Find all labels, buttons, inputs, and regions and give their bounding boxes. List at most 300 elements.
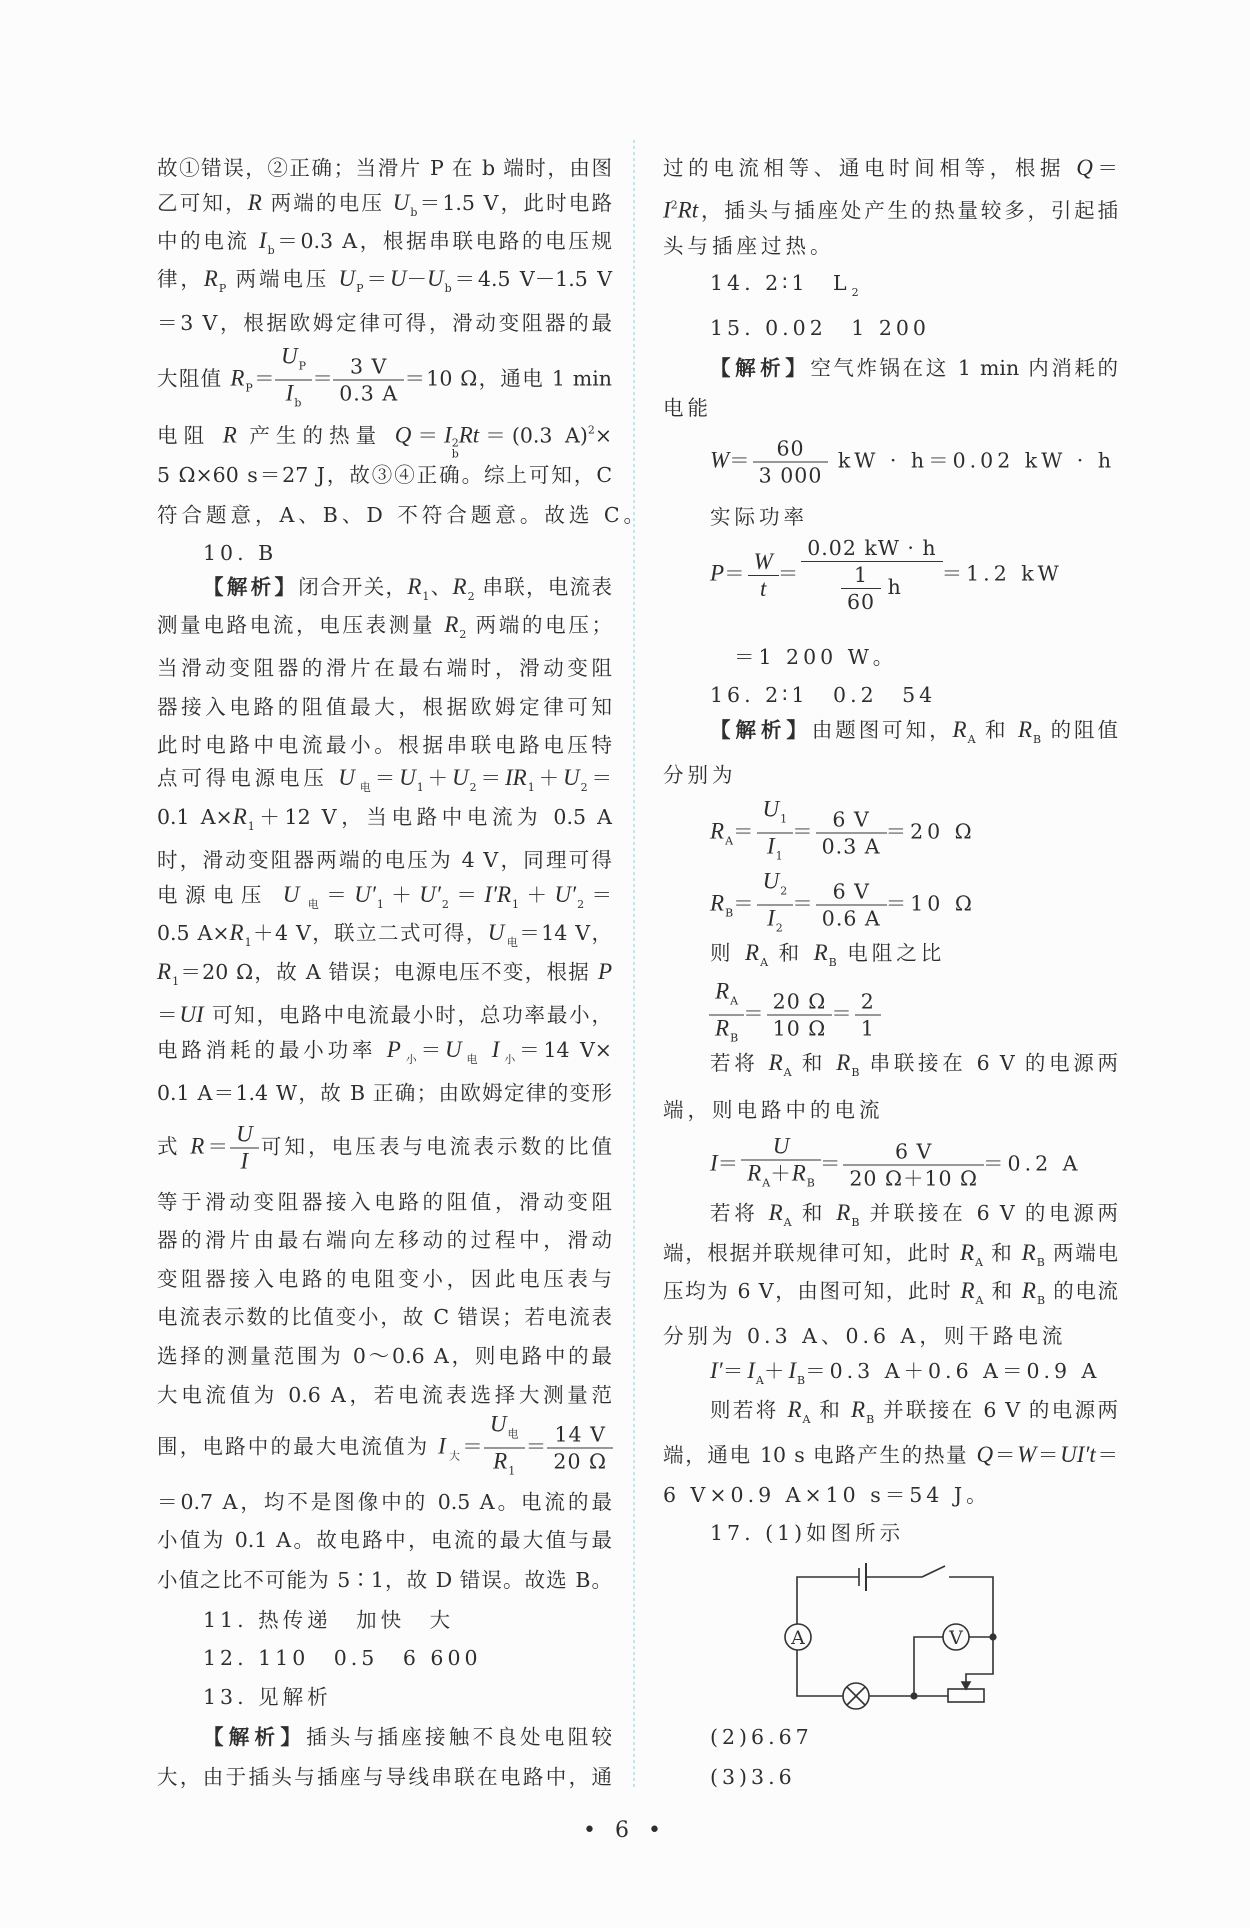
- left-text-line: [157, 1122, 612, 1175]
- math-symbol: U: [389, 266, 407, 291]
- math-symbol: Rt: [458, 422, 480, 448]
- subscript: 2: [775, 921, 783, 935]
- denominator: [770, 1016, 830, 1042]
- denominator: [238, 1149, 252, 1175]
- math-symbol: R: [247, 190, 262, 215]
- right-text-line: [710, 979, 880, 1052]
- math-symbol: U: [392, 190, 410, 215]
- subscript: 电: [300, 898, 327, 911]
- right-text-line: [734, 637, 897, 677]
- math-symbol: U: [762, 868, 780, 894]
- text: 可知，电压表与电流表示数的比值: [257, 1134, 613, 1159]
- text: ＝3 V，根据欧姆定律可得，滑动变阻器的最: [157, 311, 612, 335]
- text: ＋: [534, 766, 563, 790]
- text: 和: [791, 1201, 837, 1225]
- math-symbol: W: [1017, 1442, 1037, 1467]
- math-symbol: R: [444, 612, 459, 637]
- text: 插头与插座接触不良处电阻较: [306, 1725, 612, 1749]
- subscript: 小: [401, 1053, 421, 1066]
- math-symbol: R: [1021, 1240, 1036, 1265]
- text: 6 V: [832, 879, 870, 904]
- wire: [797, 1650, 843, 1696]
- math-symbol: IR: [504, 765, 527, 790]
- analysis-label: 【解析】: [710, 718, 812, 742]
- text: 分别为: [663, 763, 737, 787]
- subscript: 电: [355, 781, 375, 794]
- math-symbol: UI: [179, 1002, 204, 1027]
- math-symbol: I: [491, 1037, 500, 1062]
- math-symbol: R: [157, 959, 172, 984]
- text: 律，: [157, 267, 204, 291]
- math-symbol: R: [230, 365, 245, 391]
- right-text-line: [710, 535, 1063, 615]
- text: ＝: [523, 1434, 549, 1459]
- text: 两端电压: [226, 267, 339, 291]
- superscript: 2: [451, 436, 459, 450]
- text: 6 V: [832, 807, 870, 832]
- math-symbol: U′: [419, 882, 441, 907]
- numerator: [709, 979, 744, 1016]
- text: 等于滑动变阻器接入电路的阻值，滑动变阻: [157, 1190, 612, 1214]
- text: 测量电路电流，电压表测量: [157, 613, 445, 637]
- text: 和: [768, 941, 814, 965]
- subscript: B: [1036, 1294, 1046, 1307]
- right-text-line: [710, 1390, 1118, 1440]
- math-symbol: R: [787, 1397, 802, 1422]
- text: 0.02 kW · h: [807, 536, 937, 560]
- text: ＝: [311, 366, 335, 391]
- math-symbol: R: [1017, 717, 1033, 742]
- text: 压均为 6 V，由图可知，此时: [663, 1279, 961, 1303]
- text: ＝: [1092, 156, 1119, 180]
- subscript: 1: [247, 820, 255, 833]
- math-symbol: I: [438, 1433, 446, 1459]
- math-symbol: P: [597, 959, 612, 984]
- text: ＝: [587, 766, 613, 790]
- left-text-line: [157, 1482, 612, 1522]
- text: 变阻器接入电路的电阻变小，因此电压表与: [157, 1267, 612, 1291]
- text: 1: [854, 563, 869, 587]
- fraction: [756, 436, 826, 489]
- fraction: [751, 549, 776, 602]
- voltmeter-label: V: [949, 1627, 963, 1649]
- left-text-line: [157, 1560, 612, 1600]
- text: 串联接在 6 V 的电源两: [859, 1051, 1118, 1075]
- text: ＝10 Ω: [885, 891, 976, 916]
- numerator: [333, 354, 404, 381]
- text: 端，通电 10 s 电路产生的热量: [663, 1443, 977, 1467]
- math-symbol: I: [767, 905, 775, 931]
- text: ＝1.2 kW: [941, 561, 1063, 586]
- text: kW · h＝0.02 kW · h: [827, 448, 1116, 473]
- fraction: [760, 869, 791, 942]
- left-text-line: [157, 303, 612, 343]
- text: 当滑动变阻器的滑片在最右端时，滑动变阻: [157, 656, 612, 680]
- math-symbol: I: [258, 228, 267, 253]
- text: 大电流值为 0.6 A，若电流表选择大测量范: [157, 1383, 612, 1407]
- text: ＝(0.3 A): [479, 423, 588, 448]
- text: 1: [860, 1016, 875, 1041]
- math-symbol: U: [338, 765, 355, 790]
- subscript: P: [298, 359, 307, 373]
- math-symbol: I: [444, 422, 452, 448]
- subscript: B: [1033, 733, 1042, 746]
- text: 电阻: [157, 423, 223, 448]
- subscript: A: [755, 1374, 764, 1387]
- denominator: [550, 1449, 610, 1475]
- wire: [914, 1637, 943, 1696]
- left-text-line: [157, 411, 612, 460]
- fraction: [844, 562, 878, 615]
- text: ＝: [1036, 1443, 1061, 1467]
- subscript: 1: [780, 812, 788, 826]
- ammeter-symbol: [785, 1624, 811, 1650]
- text: ＝: [363, 267, 390, 291]
- text: 分别为 0.3 A、0.6 A，则干路电流: [663, 1324, 1067, 1348]
- math-symbol: R: [203, 266, 218, 291]
- subscript: B: [851, 1066, 860, 1079]
- math-symbol: I: [747, 1358, 755, 1383]
- left-text-line: [203, 1638, 482, 1678]
- subscript: b: [451, 447, 459, 461]
- text: 器的滑片由最右端向左移动的过程中，滑动: [157, 1228, 612, 1252]
- left-text-line: [157, 148, 612, 188]
- numerator: [843, 1139, 984, 1166]
- text: 由题图可知，: [811, 718, 953, 742]
- subscript: 1: [527, 781, 535, 794]
- left-text-line: [157, 455, 612, 495]
- numerator: [757, 869, 794, 906]
- text: ＋: [763, 1359, 789, 1383]
- text: ＝: [462, 1434, 485, 1459]
- denominator: [764, 834, 786, 870]
- math-symbol: R: [747, 1160, 762, 1186]
- subscript: 1: [244, 936, 252, 949]
- right-text-line: [663, 1435, 1118, 1475]
- text: 20 Ω＋10 Ω: [849, 1166, 979, 1191]
- lamp-cross: [847, 1687, 865, 1705]
- right-text-line: [710, 1513, 904, 1553]
- left-text-line: [203, 1717, 612, 1757]
- text: 此时电路中电流最小。根据串联电路电压特: [157, 733, 612, 757]
- text: 选择的测量范围为 0～0.6 A，则电路中的最: [157, 1344, 612, 1368]
- right-text-line: [710, 497, 808, 537]
- subscript: A: [725, 834, 734, 848]
- text: ＝: [411, 423, 445, 448]
- text: ＝: [717, 1151, 743, 1176]
- text: ＝: [476, 766, 505, 790]
- math-symbol: R: [959, 1240, 975, 1265]
- denominator: [744, 1161, 818, 1197]
- text: 式: [157, 1134, 191, 1159]
- left-text-line: [157, 1757, 612, 1797]
- circuit-diagram: [785, 1563, 996, 1709]
- text: 和: [810, 1398, 852, 1422]
- math-symbol: R: [791, 1160, 806, 1186]
- fraction: [712, 979, 741, 1052]
- math-symbol: U: [444, 1037, 462, 1062]
- left-text-line: [157, 495, 648, 535]
- text: ＝: [733, 819, 758, 844]
- left-text-line: [157, 1220, 612, 1260]
- numerator: [767, 989, 833, 1016]
- text: 产生的热量: [236, 423, 395, 448]
- text: 0.5 A×: [157, 921, 230, 945]
- right-text-line: [710, 263, 859, 313]
- numerator: [757, 797, 794, 834]
- left-text-line: [157, 1336, 612, 1376]
- left-text-line: [157, 344, 612, 417]
- text: ＋4 V，联立二式可得，: [251, 921, 488, 945]
- math-symbol: R: [229, 920, 244, 945]
- numerator: [753, 436, 829, 463]
- subscript: 大: [446, 1449, 463, 1463]
- math-symbol: U: [426, 266, 444, 291]
- text: ＝: [157, 1003, 180, 1027]
- text: ＝14 V，: [519, 921, 613, 945]
- numerator: [841, 562, 881, 589]
- text: ＝: [374, 766, 400, 790]
- text: ＝: [420, 1038, 445, 1062]
- text: 14 V: [554, 1422, 606, 1447]
- math-symbol: W: [753, 548, 773, 574]
- text: 时，滑动变阻器两端的电压为 4 V，同理可得: [157, 848, 612, 872]
- math-symbol: I: [766, 833, 775, 859]
- fraction: [858, 989, 878, 1042]
- subscript: B: [725, 906, 734, 920]
- math-symbol: U: [487, 920, 505, 945]
- subscript: 1: [376, 898, 384, 911]
- math-symbol: R: [710, 818, 725, 844]
- subscript: 1: [508, 1464, 516, 1478]
- denominator: [844, 589, 878, 615]
- text: ＝20 Ω，故 A 错误；电源电压不变，根据: [179, 960, 598, 984]
- text: ＋: [383, 883, 420, 907]
- math-symbol: R: [715, 1015, 730, 1041]
- math-symbol: Q: [1076, 155, 1093, 180]
- text: 端，则电路中的电流: [663, 1098, 884, 1122]
- right-text-line: [710, 1717, 813, 1757]
- fraction: [819, 807, 884, 860]
- subscript: 2: [441, 898, 449, 911]
- math-symbol: I: [710, 1150, 718, 1176]
- right-text-line: [710, 348, 1118, 388]
- denominator: [858, 1016, 878, 1042]
- math-symbol: I: [663, 197, 671, 223]
- subscript: B: [1036, 1256, 1045, 1269]
- text: 小值为 0.1 A。故电路中，电流的最大值与最: [157, 1528, 612, 1552]
- numerator: [816, 879, 887, 906]
- subscript: A: [783, 1066, 792, 1079]
- subscript: 2: [780, 884, 788, 898]
- right-text-line: [663, 226, 835, 266]
- text: ＝0.2 A: [983, 1151, 1082, 1176]
- subscript: B: [866, 1413, 875, 1426]
- left-text-line: [157, 1520, 612, 1560]
- text: 电流表示数的比值变小，故 C 错误；若电流表: [157, 1305, 612, 1329]
- text: ＋: [423, 766, 453, 790]
- text: ＝: [326, 883, 355, 907]
- ammeter-label: A: [791, 1627, 805, 1649]
- fraction: [550, 1422, 610, 1475]
- numerator: [230, 1122, 259, 1149]
- numerator: [748, 549, 779, 576]
- text: ＝: [584, 883, 613, 907]
- math-symbol: R: [836, 1200, 851, 1225]
- math-symbol: UI′t: [1060, 1442, 1096, 1467]
- right-text-line: [663, 186, 1118, 231]
- superscript: 2: [587, 423, 595, 437]
- denominator: [839, 562, 905, 615]
- subscript: B: [797, 1374, 806, 1387]
- fraction: [846, 1139, 981, 1192]
- math-symbol: P: [710, 560, 725, 586]
- right-text-line: [710, 869, 976, 942]
- math-symbol: U: [563, 765, 580, 790]
- text: 串联，电流表: [474, 575, 613, 599]
- fraction: [760, 797, 791, 870]
- text: 和: [983, 1279, 1022, 1303]
- left-text-line: [157, 995, 612, 1035]
- math-symbol: U′: [354, 882, 376, 907]
- math-symbol: I′: [710, 1358, 723, 1383]
- math-symbol: R: [836, 1050, 851, 1075]
- switch-lever: [922, 1566, 945, 1577]
- text: (2)6.67: [710, 1725, 813, 1749]
- left-text-line: [203, 1600, 454, 1640]
- right-text-line: [663, 1316, 1066, 1356]
- subscript: 2: [851, 286, 859, 299]
- math-symbol: R: [745, 940, 760, 965]
- subscript: P: [218, 282, 227, 295]
- text: ＝: [1095, 1443, 1119, 1467]
- numerator: [275, 344, 312, 381]
- subscript: P: [245, 381, 253, 395]
- text: ＝: [777, 561, 803, 586]
- math-symbol: R: [851, 1397, 866, 1422]
- math-symbol: W: [710, 447, 730, 473]
- math-symbol: I: [240, 1148, 249, 1174]
- subscript: A: [762, 1176, 771, 1190]
- superscript: 2: [670, 198, 678, 212]
- text: 符合题意，A、B、D 不符合题意。故选 C。: [157, 503, 649, 527]
- right-text-line: [710, 933, 945, 983]
- text: ＝: [733, 891, 758, 916]
- subscript: A: [783, 1216, 792, 1229]
- right-text-line: [710, 1043, 1118, 1093]
- subscript: 1: [416, 781, 424, 794]
- right-text-line: [663, 1475, 991, 1515]
- left-text-line: [157, 687, 612, 727]
- text: ＝1.5 V，此时电路: [417, 191, 612, 215]
- text: ＝: [831, 1001, 856, 1026]
- text: ，插头与插座处产生的热量较多，引起插: [698, 198, 1118, 223]
- math-symbol: R: [232, 804, 247, 829]
- math-symbol: R: [813, 940, 828, 965]
- text: 则: [710, 941, 746, 965]
- math-symbol: U: [281, 343, 298, 369]
- right-text-line: [663, 1090, 884, 1130]
- subscript: 1: [422, 590, 430, 603]
- slider-arrow: [962, 1682, 970, 1689]
- text: 0.3 A: [339, 381, 399, 406]
- math-symbol: Rt: [677, 197, 699, 223]
- rheostat-symbol: [948, 1689, 984, 1702]
- subscript: A: [730, 994, 739, 1008]
- text: 两端的电压: [261, 191, 393, 215]
- text: 并联接在 6 V 的电源两: [859, 1201, 1118, 1225]
- subscript: A: [802, 1413, 811, 1426]
- text: 的电流: [1045, 1279, 1118, 1303]
- text: ＝20 Ω: [885, 819, 976, 844]
- text: ＝: [252, 366, 276, 391]
- subscript: 2: [469, 781, 477, 794]
- wire: [949, 1577, 993, 1686]
- text: 大阻值: [157, 366, 231, 391]
- text: ＝: [722, 1359, 748, 1383]
- text: 并联接在 6 V 的电源两: [874, 1398, 1118, 1422]
- left-text-line: [157, 840, 612, 880]
- text: 小值之比不可能为 5∶1，故 D 错误。故选 B。: [157, 1568, 612, 1592]
- fraction: [487, 1412, 522, 1485]
- text: 电源电压: [157, 883, 283, 907]
- text: [481, 1038, 491, 1062]
- analysis-label: 【解析】: [203, 575, 299, 599]
- right-text-line: [710, 1757, 796, 1797]
- text: 和: [791, 1051, 837, 1075]
- right-text-line: [663, 1271, 1118, 1321]
- text: 6 V: [895, 1139, 933, 1164]
- lamp-cross: [847, 1687, 865, 1705]
- text: 20 Ω: [553, 1449, 608, 1474]
- math-symbol: U: [236, 1121, 253, 1147]
- subscript: 2: [459, 628, 467, 641]
- math-symbol: U: [452, 765, 469, 790]
- text: 电阻之比: [836, 941, 946, 965]
- text: ＝4.5 V－1.5 V: [451, 267, 612, 291]
- math-symbol: Q: [976, 1442, 994, 1467]
- text: 12. 110 0.5 6 600: [203, 1646, 482, 1670]
- math-symbol: U: [282, 882, 300, 907]
- text: (3)3.6: [710, 1765, 796, 1789]
- text: 和: [983, 1241, 1022, 1265]
- subscript: P: [356, 282, 364, 295]
- text: 的阻值: [1041, 718, 1118, 742]
- numerator: [547, 1422, 613, 1449]
- text: 15. 0.02 1 200: [710, 316, 930, 340]
- text: ＝: [448, 883, 485, 907]
- subscript: A: [760, 956, 769, 969]
- page-number: • 6 •: [583, 1818, 667, 1843]
- text: 故①错误，②正确；当滑片 P 在 b 端时，由图: [157, 156, 612, 180]
- text: 17. (1)如图所示: [710, 1521, 905, 1545]
- math-symbol: U: [489, 1411, 507, 1437]
- math-symbol: t: [759, 575, 767, 601]
- text: ＝: [729, 448, 754, 473]
- junction-dot: [990, 1634, 996, 1640]
- subscript: 2: [577, 898, 585, 911]
- left-text-line: [157, 1375, 612, 1415]
- subscript: 1: [512, 898, 520, 911]
- subscript: 1: [775, 849, 783, 863]
- text: 10 Ω: [772, 1016, 827, 1041]
- left-text-line: [157, 1182, 612, 1222]
- numerator: [484, 1412, 525, 1449]
- fraction: [233, 1122, 256, 1175]
- right-text-line: [710, 308, 930, 348]
- lamp-symbol: [843, 1683, 869, 1709]
- math-symbol: U: [338, 266, 356, 291]
